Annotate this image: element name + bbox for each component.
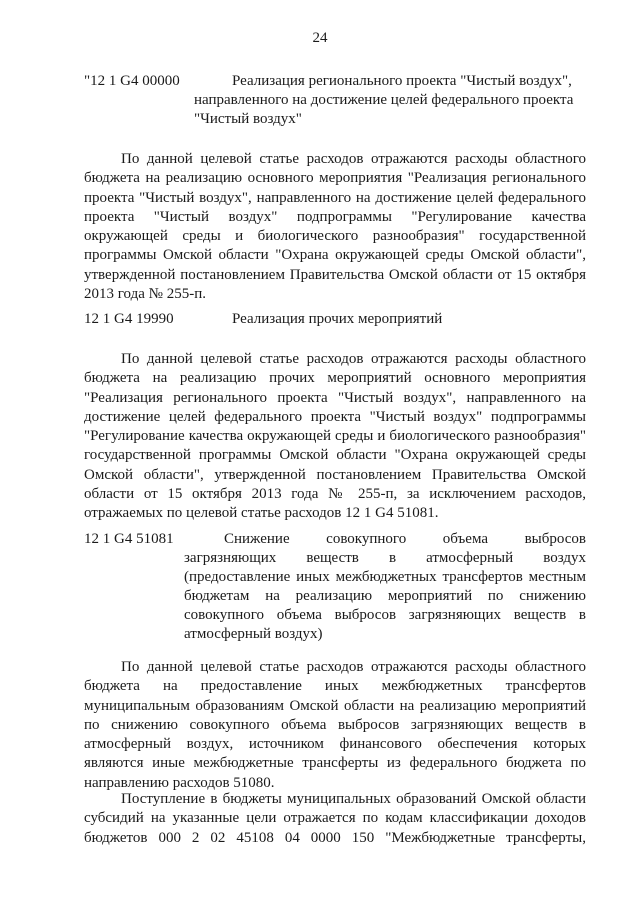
title-line: Снижение совокупного объема выбросов bbox=[224, 531, 586, 547]
paragraph-line: Омской области", утвержденной постановлением Правительства Омской bbox=[84, 466, 586, 483]
section-code-3: 12 1 G4 51081 bbox=[84, 531, 174, 547]
title-line: (предоставление иных межбюджетных трансфертов местным bbox=[184, 569, 586, 585]
section-paragraph-2 bbox=[84, 350, 586, 524]
paragraph-line: достижение целей федерального проекта "Чистый воздух" подпрограммы bbox=[84, 408, 586, 425]
paragraph-line: области от 15 октября 2013 года № 255-п, за исключением расходов, bbox=[84, 486, 586, 503]
paragraph-line: Поступление в бюджеты муниципальных образований Омской области bbox=[121, 791, 586, 807]
paragraph-line: проекта "Чистый воздух" подпрограммы "Регулирование качества bbox=[84, 208, 586, 225]
section-paragraph-1 bbox=[84, 150, 586, 304]
paragraph-line: муниципальным образованиям Омской области на реализацию мероприятий bbox=[84, 697, 586, 714]
paragraph-line: бюджета на реализацию основного мероприятия "Реализация регионального bbox=[84, 170, 586, 187]
title-line: совокупного объема выбросов загрязняющих веществ в bbox=[184, 607, 586, 623]
paragraph-line: направлению расходов 51080. bbox=[84, 774, 275, 791]
section-paragraph-4 bbox=[84, 790, 586, 848]
section-code-2: 12 1 G4 19990 bbox=[84, 311, 174, 327]
paragraph-line: отражаемых по целевой статье расходов 12 1 G4 51081. bbox=[84, 505, 439, 522]
paragraph-line: По данной целевой статье расходов отражаются расходы областного bbox=[121, 351, 586, 367]
title-line: Реализация регионального проекта "Чистый воздух", bbox=[232, 73, 572, 89]
title-line: "Чистый воздух" bbox=[194, 111, 302, 127]
title-line: Реализация прочих мероприятий bbox=[232, 311, 443, 327]
paragraph-line: По данной целевой статье расходов отражаются расходы областного bbox=[121, 151, 586, 167]
paragraph-line: бюджетов 000 2 02 45108 04 0000 150 "Межбюджетные трансферты, bbox=[84, 829, 586, 846]
paragraph-line: окружающей среды и биологического разнообразия" государственной bbox=[84, 228, 586, 245]
paragraph-line: являются иные межбюджетные трансферты из федерального бюджета по bbox=[84, 755, 586, 772]
paragraph-line: субсидий на указанные цели отражается по кодам классификации доходов bbox=[84, 810, 586, 827]
paragraph-line: По данной целевой статье расходов отражаются расходы областного bbox=[121, 659, 586, 675]
section-code-1: "12 1 G4 00000 bbox=[84, 73, 180, 89]
section-title-2 bbox=[232, 310, 586, 329]
paragraph-line: "Регулирование качества окружающей среды и биологического разнообразия" bbox=[84, 428, 586, 445]
paragraph-line: по снижению совокупного объема выбросов загрязняющих веществ в bbox=[84, 716, 586, 733]
page-number: 24 bbox=[312, 30, 328, 46]
title-line: бюджетам на реализацию мероприятий по снижению bbox=[184, 588, 586, 604]
paragraph-line: утвержденной постановлением Правительства Омской области от 15 октября bbox=[84, 266, 586, 283]
section-paragraph-3 bbox=[84, 658, 586, 793]
section-title-1 bbox=[194, 72, 586, 129]
paragraph-line: "Реализация регионального проекта "Чистый воздух", направленного на bbox=[84, 389, 586, 406]
title-line: загрязняющих веществ в атмосферный воздух bbox=[184, 550, 586, 566]
section-title-3 bbox=[184, 530, 586, 644]
paragraph-line: 2013 года № 255-п. bbox=[84, 286, 206, 303]
paragraph-line: бюджета на предоставление иных межбюджетных трансфертов bbox=[84, 678, 586, 695]
paragraph-line: атмосферный воздух, источником финансового обеспечения которых bbox=[84, 736, 586, 753]
paragraph-line: программы Омской области "Охрана окружающей среды Омской области", bbox=[84, 247, 586, 264]
paragraph-line: государственной программы Омской области "Охрана окружающей среды bbox=[84, 447, 586, 464]
title-line: атмосферный воздух) bbox=[184, 626, 323, 642]
title-line: направленного на достижение целей федерального проекта bbox=[194, 92, 574, 108]
paragraph-line: бюджета на реализацию прочих мероприятий основного мероприятия bbox=[84, 370, 586, 387]
paragraph-line: проекта "Чистый воздух", направленного на достижение целей федерального bbox=[84, 189, 586, 206]
